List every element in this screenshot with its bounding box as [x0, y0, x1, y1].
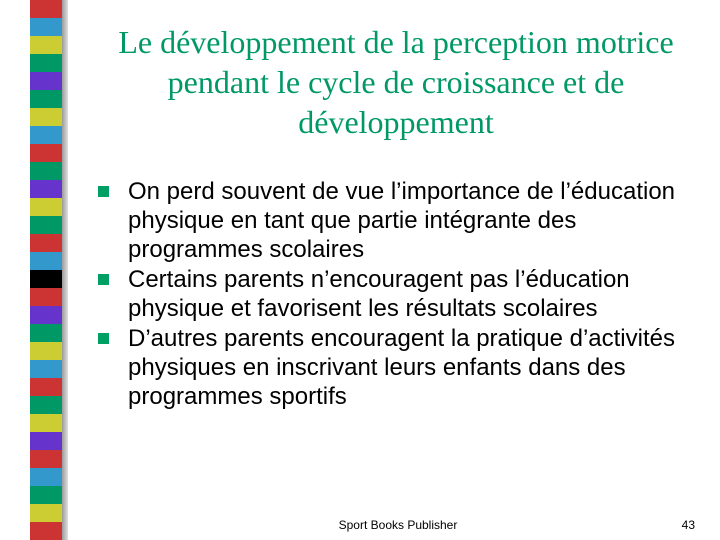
square-bullet-icon	[98, 333, 109, 344]
stripe-block	[30, 252, 62, 270]
stripe-block	[30, 486, 62, 504]
stripe-block	[30, 306, 62, 324]
stripe-block	[30, 288, 62, 306]
bullet-item	[90, 177, 705, 264]
stripe-block	[30, 90, 62, 108]
stripe-block	[30, 126, 62, 144]
bullet-text: D’autres parents encouragent la pratique d’activités physiques en inscrivant leurs enfants dans des programmes sportifs	[128, 325, 675, 410]
bullet-item	[90, 324, 705, 411]
stripe-block	[30, 0, 62, 18]
stripe-block	[30, 234, 62, 252]
stripe-block	[30, 144, 62, 162]
bullet-item	[90, 265, 705, 323]
stripe-shadow	[62, 0, 68, 540]
stripe-block	[30, 504, 62, 522]
page-number: 43	[681, 518, 695, 532]
slide-title: Le développement de la perception motrice pendant le cycle de croissance et de développement	[118, 24, 674, 140]
stripe-block	[30, 450, 62, 468]
stripe-block	[30, 18, 62, 36]
stripe-block	[30, 522, 62, 540]
bullet-list	[90, 177, 705, 412]
stripe-block	[30, 324, 62, 342]
stripe-block	[30, 216, 62, 234]
stripe-block	[30, 36, 62, 54]
stripe-block	[30, 72, 62, 90]
stripe-block	[30, 360, 62, 378]
stripe-block	[30, 396, 62, 414]
stripe-block	[30, 468, 62, 486]
stripe-block	[30, 414, 62, 432]
stripe-block	[30, 270, 62, 288]
stripe-block	[30, 162, 62, 180]
square-bullet-icon	[98, 274, 109, 285]
stripe-block	[30, 54, 62, 72]
stripe-block	[30, 198, 62, 216]
stripe-block	[30, 342, 62, 360]
stripe-block	[30, 378, 62, 396]
bullet-text: On perd souvent de vue l’importance de l’éducation physique en tant que partie intégrante des programmes scolaires	[128, 178, 676, 263]
stripe-block	[30, 180, 62, 198]
decorative-color-stripe	[30, 0, 62, 540]
stripe-block	[30, 108, 62, 126]
stripe-block	[30, 432, 62, 450]
footer-publisher: Sport Books Publisher	[338, 518, 458, 532]
square-bullet-icon	[98, 186, 109, 197]
bullet-text: Certains parents n’encouragent pas l’éducation physique et favorisent les résultats scolaires	[128, 266, 630, 322]
